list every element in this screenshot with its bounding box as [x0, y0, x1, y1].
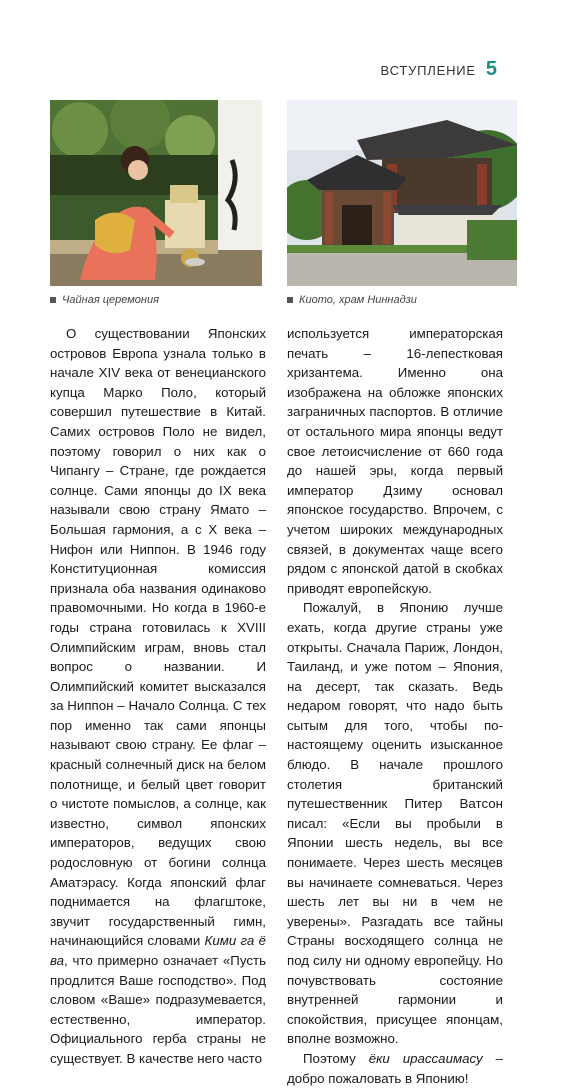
paragraph [287, 1049, 503, 1088]
running-header [381, 58, 497, 81]
tea-ceremony-photo [50, 100, 262, 286]
photo-caption-left [50, 294, 159, 306]
paragraph: используется императорская печать – 16-лепестковая хризантема. Именно она изображена на обложке японских заграничных паспортов. В отличие от остального мира японцы ведут свое летоисчисление от 660 года до нашей эры, когда первый император Дзиму основал японское государство. Впрочем, с учетом широких международных связей, в документах чаще всего рядом с японской датой в скобках приводят европейскую. [287, 326, 503, 596]
caption-text: Киото, храм Ниннадзи [299, 294, 417, 306]
caption-bullet-icon [50, 297, 56, 303]
paragraph-text: Поэтому [303, 1050, 356, 1066]
text-column-right [287, 324, 503, 1088]
paragraph: Пожалуй, в Японию лучше ехать, когда другие страны уже открыты. Сначала Париж, Лондон, Таиланд, и уже потом – Япония, на десерт, так сказать. Ведь недаром говорят, что надо быть сытым для того, чтобы по-настоящему оценить изысканное блюдо. В начале прошлого столетия британский путешественник Питер Ватсон писал: «Если вы пробыли в Японии шесть недель, вы все понимаете. Через шесть месяцев вы начинаете сомневаться. Через шесть лет вы ни в чем не уверены». Разгадать все тайны Страны восходящего солнца не под силу ни одному европейцу. Но почувствовать состояние внутренней гармонии и спокойствия, присущее японцам, вполне возможно. [287, 600, 503, 1047]
photo-caption-right [287, 294, 417, 306]
ninnaji-temple-photo [287, 100, 517, 286]
japanese-phrase: Кими га ё ва [50, 933, 266, 968]
paragraph-text: О существовании Японских островов Европа узнала только в начале XIV века от венецианского купца Марко Поло, который совершил путешествие в Китай. Самих островов Поло не видел, поэтому говорил о них как о Чипангу – Стране, где рождается солнце. Сами японцы до IX века называли свою страну Ямато – Большая гармония, а с X века – Нифон или Ниппон. В 1946 году Конституционная комиссия признала оба названия одинаково правомочными. Но когда в 1960-е годы страна готовилась к XVIII Олимпийским играм, вновь стал вопрос о названии. И Олимпийский комитет высказался за Ниппон – Начало Солнца. С тех пор именно так сами японцы называют свою страну. Ее флаг – красный солнечный диск на белом полотнище, и белый цвет говорит о чистоте помыслов, а солнце, как известно, символ японских императоров, ведущих свою родословную от богини солнца Аматэрасу. Когда японский флаг поднимается на флагштоке, звучит государственный гимн, начинающийся словами [50, 326, 266, 949]
section-title: ВСТУПЛЕНИЕ [380, 63, 476, 78]
paragraph-text: , что примерно означает «Пусть продлится Ваше господство». Под словом «Ваше» подразумевается, естественно, император. Официального герба страны не существует. В качестве него часто [50, 953, 266, 1066]
japanese-phrase: ёки ирассаимасу [368, 1050, 483, 1066]
caption-bullet-icon [287, 297, 293, 303]
paragraph [50, 324, 266, 1069]
paragraph-text: – добро пожаловать в Японию! [287, 1050, 503, 1086]
page-number: 5 [485, 58, 497, 80]
text-column-left [50, 324, 266, 1069]
caption-text: Чайная церемония [62, 294, 159, 306]
